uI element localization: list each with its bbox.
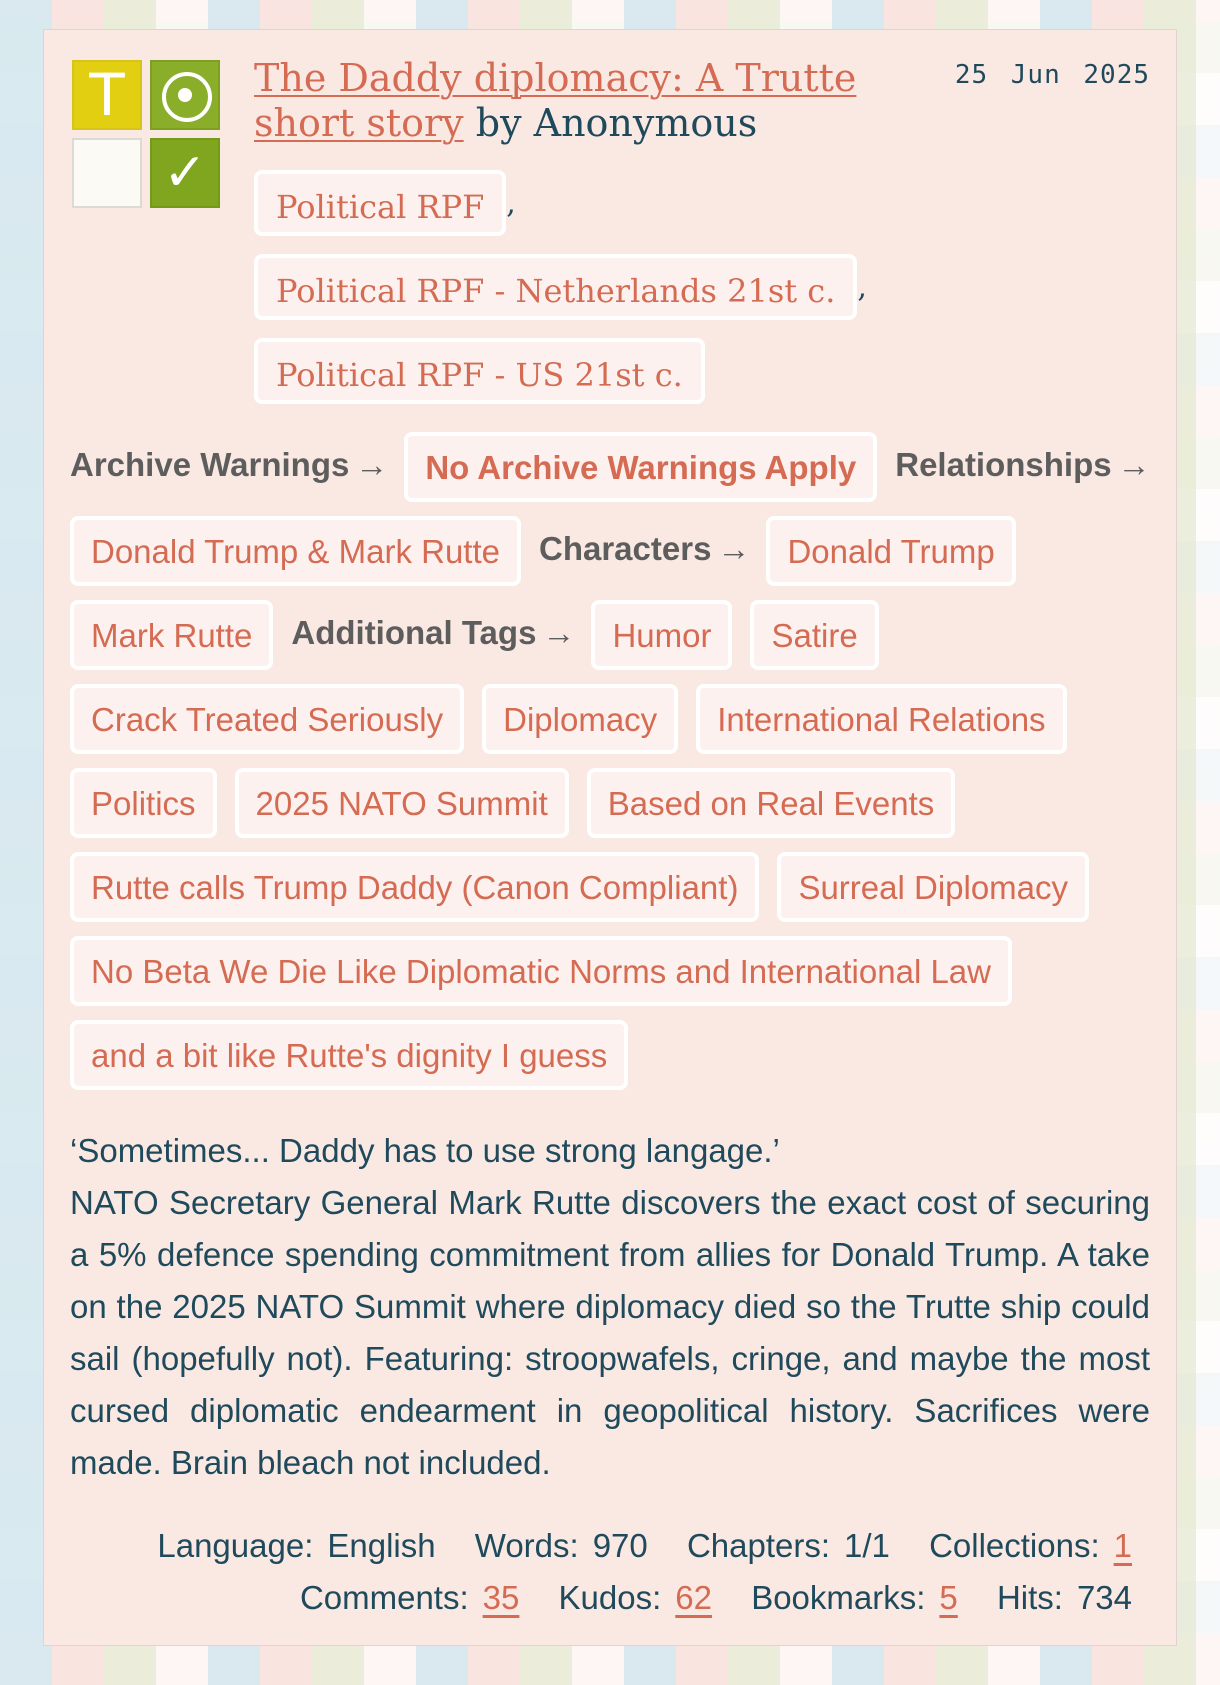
stat-value: 734 (1076, 1579, 1132, 1616)
tag-row (70, 936, 1160, 1020)
tag-row (70, 852, 1160, 936)
freeform-tag[interactable]: 2025 NATO Summit (235, 768, 569, 838)
warnings-none-icon[interactable] (72, 138, 142, 208)
stat-value: 970 (592, 1527, 648, 1564)
comments-link[interactable]: 35 (482, 1579, 520, 1616)
stat-chapters (687, 1527, 890, 1564)
fandom-item (254, 254, 934, 338)
freeform-tag[interactable]: No Beta We Die Like Diplomatic Norms and International Law (70, 936, 1012, 1006)
freeform-tag[interactable]: Humor (591, 600, 732, 670)
publish-date: 25 Jun 2025 (954, 60, 1150, 90)
freeform-tag[interactable]: and a bit like Rutte's dignity I guess (70, 1020, 628, 1090)
freeform-tag[interactable]: Rutte calls Trump Daddy (Canon Compliant) (70, 852, 759, 922)
stats-line-1 (42, 1520, 1132, 1572)
byline-by: by (475, 101, 522, 145)
freeform-tag[interactable]: Surreal Diplomacy (777, 852, 1089, 922)
fandom-list (254, 170, 934, 422)
author-name: Anonymous (533, 101, 758, 145)
stats-line-2 (42, 1572, 1132, 1624)
rating-letter: T (89, 61, 125, 129)
fandom-item (254, 170, 934, 254)
stat-kudos (559, 1579, 712, 1616)
work-blurb (43, 29, 1177, 1646)
checkmark-glyph: ✓ (163, 143, 207, 203)
work-summary (70, 1125, 1150, 1489)
stat-label: Chapters: (686, 1527, 831, 1564)
summary-quote: ‘Sometimes... Daddy has to use strong langage.’ (70, 1132, 780, 1169)
stat-words (475, 1527, 648, 1564)
stat-label: Hits: (996, 1579, 1063, 1616)
warnings-heading-label: Archive Warnings (70, 446, 350, 483)
stat-bookmarks (751, 1579, 958, 1616)
fandom-tag[interactable]: Political RPF - US 21st c. (254, 338, 705, 404)
work-stats (42, 1520, 1132, 1624)
freeform-tag[interactable]: Politics (70, 768, 217, 838)
required-tags-icons (72, 60, 222, 210)
tag-row (70, 432, 1160, 516)
character-tag[interactable]: Donald Trump (766, 516, 1015, 586)
work-heading (254, 56, 894, 146)
stat-label: Bookmarks: (751, 1579, 926, 1616)
additional-tags-heading (291, 600, 575, 670)
stat-value: English (327, 1527, 436, 1564)
stat-label: Kudos: (558, 1579, 662, 1616)
collections-link[interactable]: 1 (1113, 1527, 1132, 1564)
stat-comments (300, 1579, 519, 1616)
rating-teen-icon[interactable] (72, 60, 142, 130)
relationship-tag[interactable]: Donald Trump & Mark Rutte (70, 516, 521, 586)
stat-label: Comments: (299, 1579, 469, 1616)
tag-list (70, 432, 1160, 1104)
stat-language (157, 1527, 435, 1564)
complete-work-icon[interactable] (150, 138, 220, 208)
freeform-tag[interactable]: Diplomacy (482, 684, 678, 754)
fandom-tag[interactable]: Political RPF - Netherlands 21st c. (254, 254, 857, 320)
warnings-heading (70, 432, 388, 502)
stat-label: Collections: (929, 1527, 1100, 1564)
category-dot-shape (178, 88, 192, 102)
tag-row (70, 600, 1160, 684)
fandom-separator: , (506, 186, 516, 221)
freeform-tag[interactable]: International Relations (696, 684, 1066, 754)
warning-tag[interactable]: No Archive Warnings Apply (404, 432, 877, 502)
relationships-heading (895, 432, 1150, 502)
arrow-icon: → (355, 446, 389, 483)
additional-tags-heading-label: Additional Tags (291, 614, 537, 651)
arrow-icon: → (542, 614, 576, 651)
stat-hits (997, 1579, 1132, 1616)
fandom-tag[interactable]: Political RPF (254, 170, 506, 236)
stat-value: 1/1 (844, 1527, 890, 1564)
characters-heading (539, 516, 750, 586)
stat-label: Language: (157, 1527, 314, 1564)
summary-body: NATO Secretary General Mark Rutte discovers the exact cost of securing a 5% defence spending commitment from allies for Donald Trump. A take on the 2025 NATO Summit where diplomacy died so the Trutte ship could sail (hopefully not). Featuring: stroopwafels, cringe, and maybe the most cursed diplomatic endearment in geopolitical history. Sacrifices were made. Brain bleach not included. (70, 1184, 1150, 1481)
tag-row (70, 1020, 1160, 1104)
kudos-link[interactable]: 62 (675, 1579, 713, 1616)
arrow-icon: → (717, 530, 751, 567)
freeform-tag[interactable]: Crack Treated Seriously (70, 684, 464, 754)
freeform-tag[interactable]: Satire (750, 600, 878, 670)
stat-label: Words: (474, 1527, 579, 1564)
character-tag[interactable]: Mark Rutte (70, 600, 273, 670)
tag-row (70, 516, 1160, 600)
arrow-icon: → (1117, 446, 1151, 483)
fandom-separator: , (857, 270, 867, 305)
stat-collections (929, 1527, 1132, 1564)
relationships-heading-label: Relationships (895, 446, 1112, 483)
characters-heading-label: Characters (539, 530, 712, 567)
category-other-icon[interactable] (150, 60, 220, 130)
bookmarks-link[interactable]: 5 (939, 1579, 958, 1616)
tag-row (70, 684, 1160, 768)
fandom-item (254, 338, 934, 422)
work-title-link[interactable]: The Daddy diplomacy: A Trutte short story (254, 56, 857, 145)
tag-row (70, 768, 1160, 852)
freeform-tag[interactable]: Based on Real Events (587, 768, 956, 838)
